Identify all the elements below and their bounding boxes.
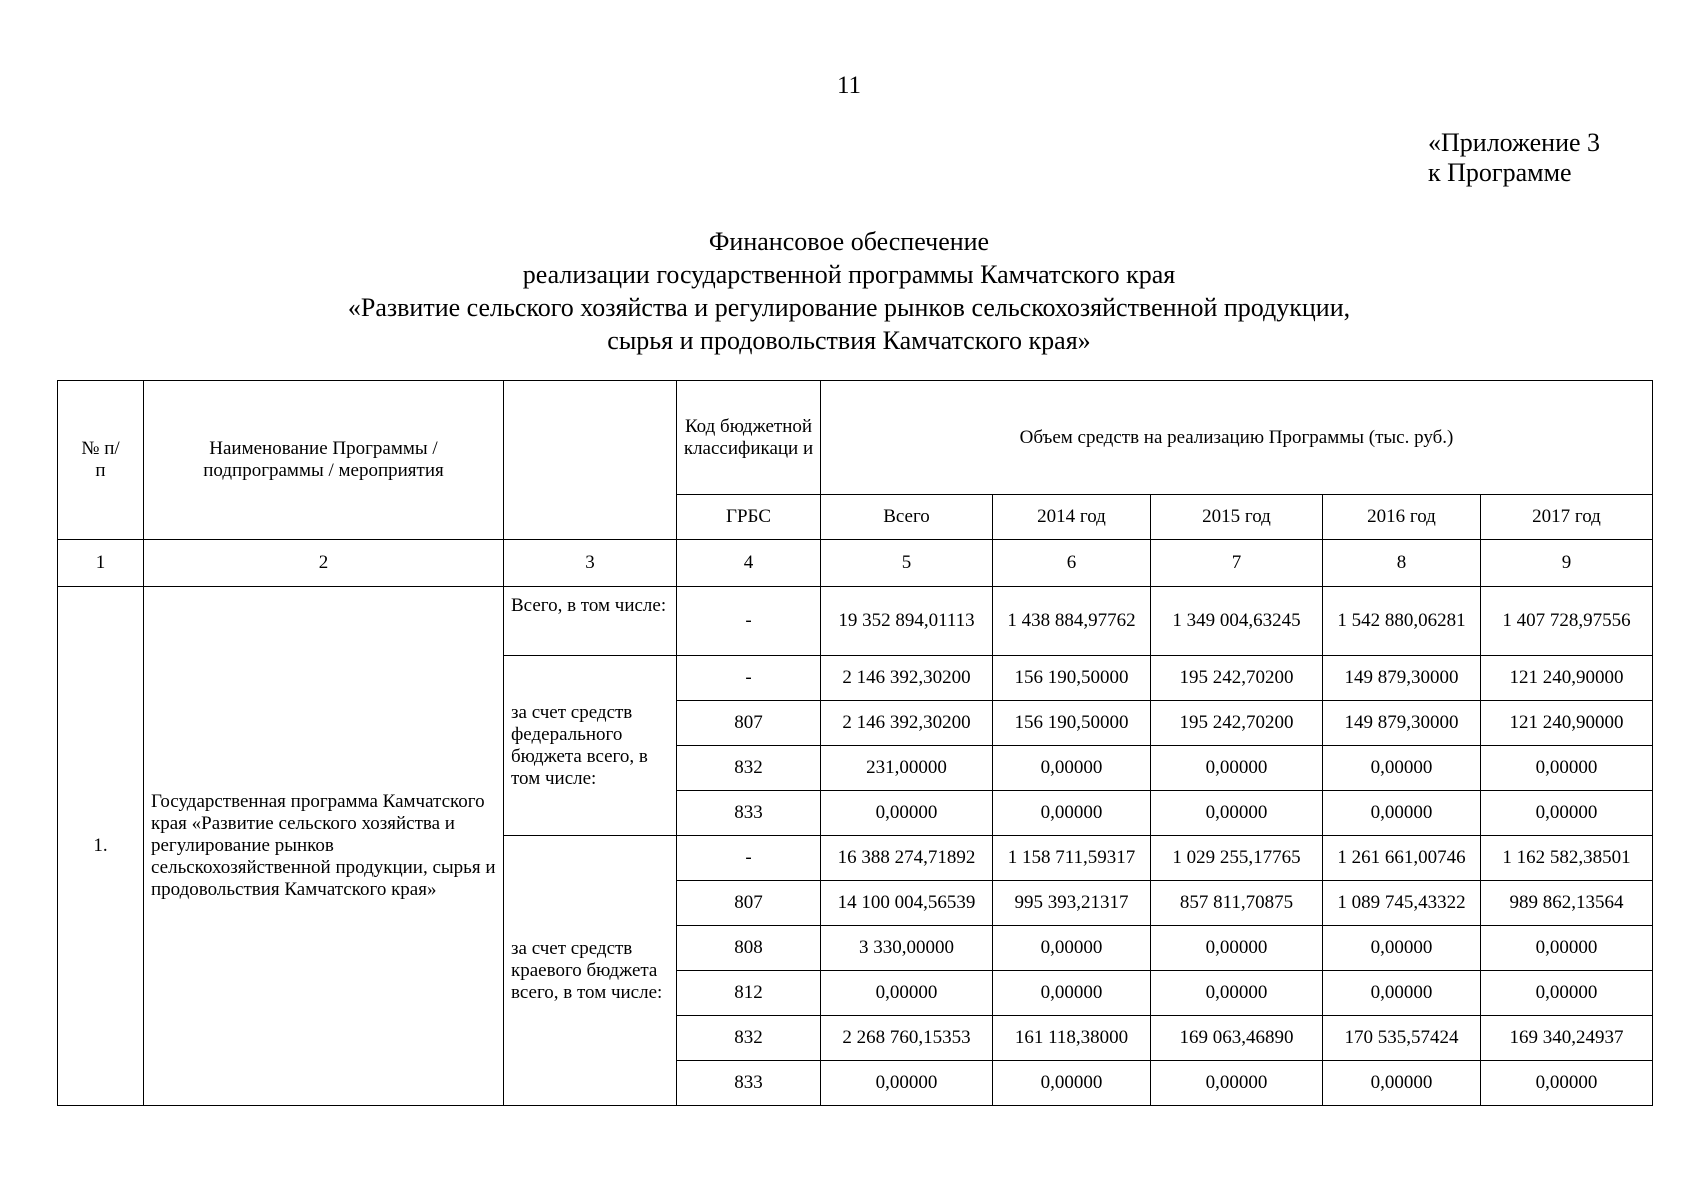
- cell-2014: 1 438 884,97762: [993, 587, 1151, 656]
- cell-total: 3 330,00000: [821, 926, 993, 971]
- header-name: Наименование Программы / подпрограммы / мероприятия: [144, 381, 504, 540]
- cell-2014: 156 190,50000: [993, 701, 1151, 746]
- cell-2016: 149 879,30000: [1323, 701, 1481, 746]
- cell-total: 16 388 274,71892: [821, 836, 993, 881]
- cell-grbs: 807: [677, 701, 821, 746]
- header-volume: Объем средств на реализацию Программы (тыс. руб.): [821, 381, 1653, 495]
- header-total: Всего: [821, 495, 993, 540]
- title-line-4: сырья и продовольствия Камчатского края»: [607, 326, 1091, 355]
- cell-grbs: 808: [677, 926, 821, 971]
- header-2015: 2015 год: [1151, 495, 1323, 540]
- appendix-line-1: «Приложение 3: [1428, 128, 1601, 157]
- header-2017: 2017 год: [1481, 495, 1653, 540]
- group-regional-label: за счет средств краевого бюджета всего, в том числе:: [504, 836, 677, 1106]
- cell-2015: 857 811,70875: [1151, 881, 1323, 926]
- group-federal-label: за счет средств федерального бюджета всего, в том числе:: [504, 656, 677, 836]
- page-number: 11: [836, 72, 862, 99]
- cell-total: 0,00000: [821, 1061, 993, 1106]
- cell-total: 0,00000: [821, 971, 993, 1016]
- col-number-2: 2: [144, 540, 504, 587]
- cell-2015: 0,00000: [1151, 971, 1323, 1016]
- program-name: Государственная программа Камчатского края «Развитие сельского хозяйства и регулирование рынков сельскохозяйственной продукции, сырья и продовольствия Камчатского края»: [144, 587, 504, 1106]
- cell-2014: 0,00000: [993, 791, 1151, 836]
- col-number-3: 3: [504, 540, 677, 587]
- col-number-5: 5: [821, 540, 993, 587]
- cell-2014: 0,00000: [993, 746, 1151, 791]
- cell-total: 2 146 392,30200: [821, 701, 993, 746]
- cell-2017: 0,00000: [1481, 971, 1653, 1016]
- col-number-7: 7: [1151, 540, 1323, 587]
- header-code: Код бюджетной классификаци и: [677, 381, 821, 495]
- col-number-8: 8: [1323, 540, 1481, 587]
- cell-2016: 1 542 880,06281: [1323, 587, 1481, 656]
- title-line-2: реализации государственной программы Камчатского края: [522, 260, 1176, 289]
- cell-2015: 0,00000: [1151, 791, 1323, 836]
- cell-2017: 169 340,24937: [1481, 1016, 1653, 1061]
- table-row: [58, 587, 1653, 656]
- cell-2016: 149 879,30000: [1323, 656, 1481, 701]
- document-title: [0, 225, 1698, 357]
- cell-2015: 1 029 255,17765: [1151, 836, 1323, 881]
- cell-2015: 0,00000: [1151, 1061, 1323, 1106]
- cell-2015: 0,00000: [1151, 926, 1323, 971]
- col-number-1: 1: [58, 540, 144, 587]
- col-number-4: 4: [677, 540, 821, 587]
- cell-grbs: 832: [677, 1016, 821, 1061]
- cell-grbs: 833: [677, 791, 821, 836]
- financing-table: [57, 380, 1653, 1106]
- cell-total: 19 352 894,01113: [821, 587, 993, 656]
- header-2014: 2014 год: [993, 495, 1151, 540]
- cell-2015: 195 242,70200: [1151, 656, 1323, 701]
- group-total-label: Всего, в том числе:: [504, 587, 677, 656]
- cell-total: 2 146 392,30200: [821, 656, 993, 701]
- cell-total: 14 100 004,56539: [821, 881, 993, 926]
- cell-2017: 989 862,13564: [1481, 881, 1653, 926]
- header-2016: 2016 год: [1323, 495, 1481, 540]
- header-row-1: [58, 381, 1653, 495]
- cell-2017: 1 407 728,97556: [1481, 587, 1653, 656]
- cell-2014: 161 118,38000: [993, 1016, 1151, 1061]
- header-grbs: ГРБС: [677, 495, 821, 540]
- cell-grbs: 833: [677, 1061, 821, 1106]
- cell-2017: 0,00000: [1481, 791, 1653, 836]
- cell-grbs: -: [677, 836, 821, 881]
- title-line-3: «Развитие сельского хозяйства и регулирование рынков сельскохозяйственной продукции,: [347, 293, 1351, 322]
- col-number-9: 9: [1481, 540, 1653, 587]
- appendix-note: [1428, 128, 1600, 188]
- cell-2016: 170 535,57424: [1323, 1016, 1481, 1061]
- appendix-line-2: к Программе: [1428, 158, 1572, 187]
- cell-2016: 1 089 745,43322: [1323, 881, 1481, 926]
- cell-2017: 121 240,90000: [1481, 701, 1653, 746]
- cell-2017: 121 240,90000: [1481, 656, 1653, 701]
- title-line-1: Финансовое обеспечение: [708, 227, 990, 256]
- cell-2017: 0,00000: [1481, 746, 1653, 791]
- cell-2015: 169 063,46890: [1151, 1016, 1323, 1061]
- cell-grbs: -: [677, 587, 821, 656]
- cell-2016: 1 261 661,00746: [1323, 836, 1481, 881]
- cell-2014: 995 393,21317: [993, 881, 1151, 926]
- cell-2017: 0,00000: [1481, 926, 1653, 971]
- cell-grbs: 807: [677, 881, 821, 926]
- cell-2016: 0,00000: [1323, 791, 1481, 836]
- cell-2016: 0,00000: [1323, 926, 1481, 971]
- cell-2015: 1 349 004,63245: [1151, 587, 1323, 656]
- cell-2014: 156 190,50000: [993, 656, 1151, 701]
- cell-2016: 0,00000: [1323, 971, 1481, 1016]
- cell-2014: 0,00000: [993, 926, 1151, 971]
- cell-total: 231,00000: [821, 746, 993, 791]
- cell-2016: 0,00000: [1323, 1061, 1481, 1106]
- header-num: № п/п: [58, 381, 144, 540]
- cell-2014: 0,00000: [993, 1061, 1151, 1106]
- cell-2016: 0,00000: [1323, 746, 1481, 791]
- column-numbers-row: [58, 540, 1653, 587]
- col-number-6: 6: [993, 540, 1151, 587]
- row-number: 1.: [58, 587, 144, 1106]
- cell-2015: 195 242,70200: [1151, 701, 1323, 746]
- cell-2015: 0,00000: [1151, 746, 1323, 791]
- cell-grbs: -: [677, 656, 821, 701]
- cell-2017: 0,00000: [1481, 1061, 1653, 1106]
- cell-2014: 0,00000: [993, 971, 1151, 1016]
- cell-grbs: 832: [677, 746, 821, 791]
- cell-2017: 1 162 582,38501: [1481, 836, 1653, 881]
- cell-total: 0,00000: [821, 791, 993, 836]
- cell-2014: 1 158 711,59317: [993, 836, 1151, 881]
- header-empty: [504, 381, 677, 540]
- cell-total: 2 268 760,15353: [821, 1016, 993, 1061]
- cell-grbs: 812: [677, 971, 821, 1016]
